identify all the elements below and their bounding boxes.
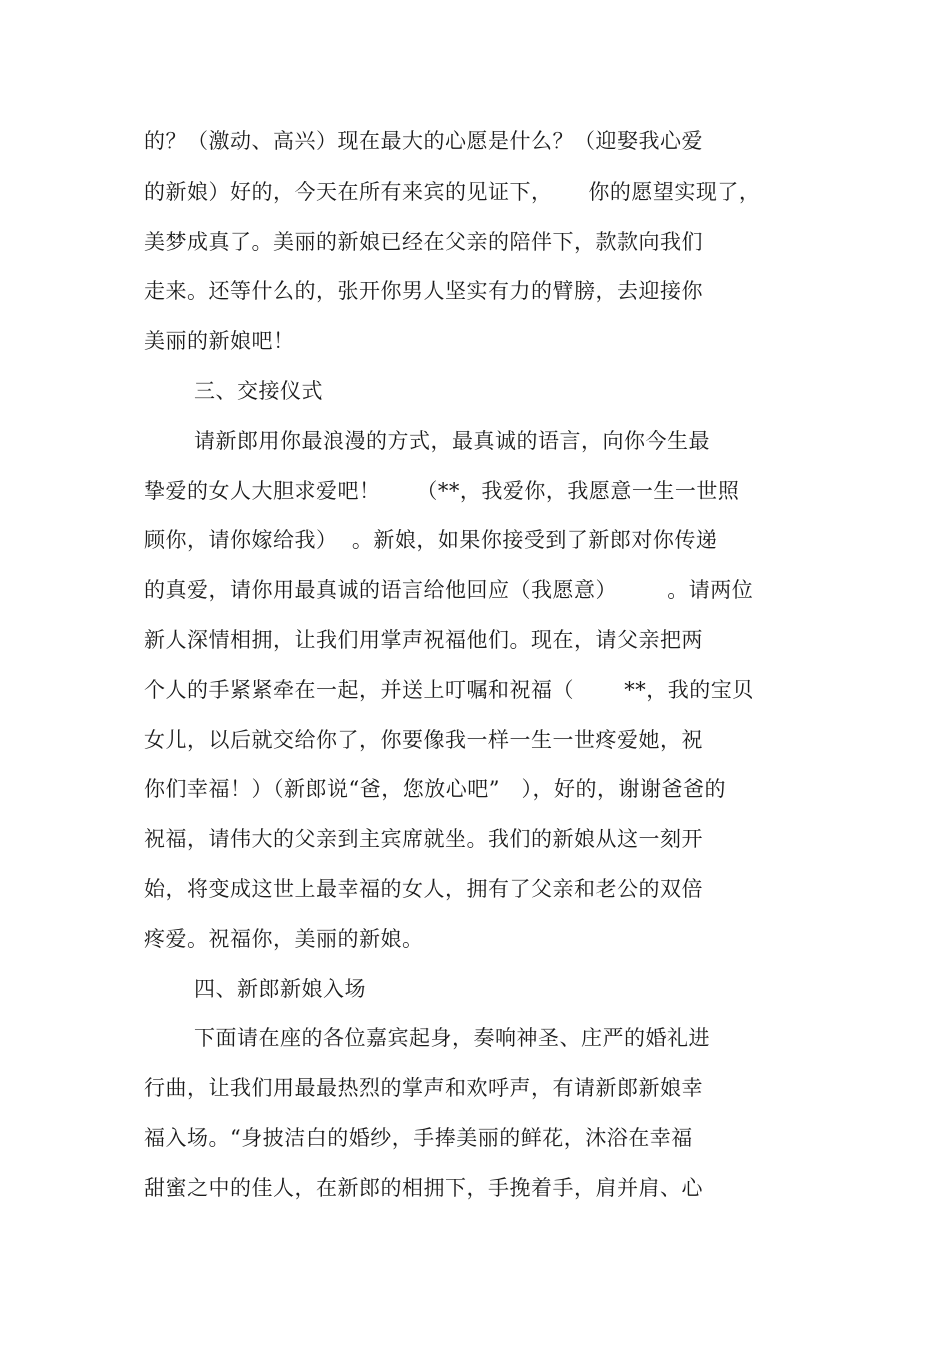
text-line: 个人的手紧紧牵在一起，并送上叮嘱和祝福（ **，我的宝贝 [144,678,754,702]
text-line: 的？（激动、高兴）现在最大的心愿是什么？（迎娶我心爱 [144,129,703,153]
text-line: 福入场。“身披洁白的婚纱，手捧美丽的鲜花，沐浴在幸福 [144,1126,693,1150]
text-line: 走来。还等什么的，张开你男人坚实有力的臂膀，去迎接你 [144,279,703,303]
text-line: 美梦成真了。美丽的新娘已经在父亲的陪伴下，款款向我们 [144,230,703,254]
section-heading: 四、新郎新娘入场 [194,977,366,1001]
text-line: 始，将变成这世上最幸福的女人，拥有了父亲和老公的双倍 [144,877,703,901]
section-heading: 三、交接仪式 [194,379,323,403]
text-line: 挚爱的女人大胆求爱吧！ （**，我爱你，我愿意一生一世照 [144,479,740,503]
text-line: 女儿，以后就交给你了，你要像我一样一生一世疼爱她，祝 [144,728,703,752]
text-line: 新人深情相拥，让我们用掌声祝福他们。现在，请父亲把两 [144,628,703,652]
text-line: 甜蜜之中的佳人，在新郎的相拥下，手挽着手，肩并肩、心 [144,1176,703,1200]
text-line: 美丽的新娘吧！ [144,329,295,353]
text-line: 行曲，让我们用最最热烈的掌声和欢呼声，有请新郎新娘幸 [144,1076,703,1100]
text-line: 疼爱。祝福你，美丽的新娘。 [144,927,424,951]
text-line: 的新娘）好的，今天在所有来宾的见证下， 你的愿望实现了， [144,180,761,204]
text-line: 的真爱，请你用最真诚的语言给他回应（我愿意） 。请两位 [144,578,754,602]
text-line: 请新郎用你最浪漫的方式，最真诚的语言，向你今生最 [194,429,710,453]
text-line: 祝福，请伟大的父亲到主宾席就坐。我们的新娘从这一刻开 [144,827,703,851]
text-line: 下面请在座的各位嘉宾起身，奏响神圣、庄严的婚礼进 [194,1026,710,1050]
text-line: 顾你，请你嫁给我） 。新娘，如果你接受到了新郎对你传递 [144,528,718,552]
text-line: 你们幸福！）（新郎说“爸，您放心吧” ），好的，谢谢爸爸的 [144,777,726,801]
